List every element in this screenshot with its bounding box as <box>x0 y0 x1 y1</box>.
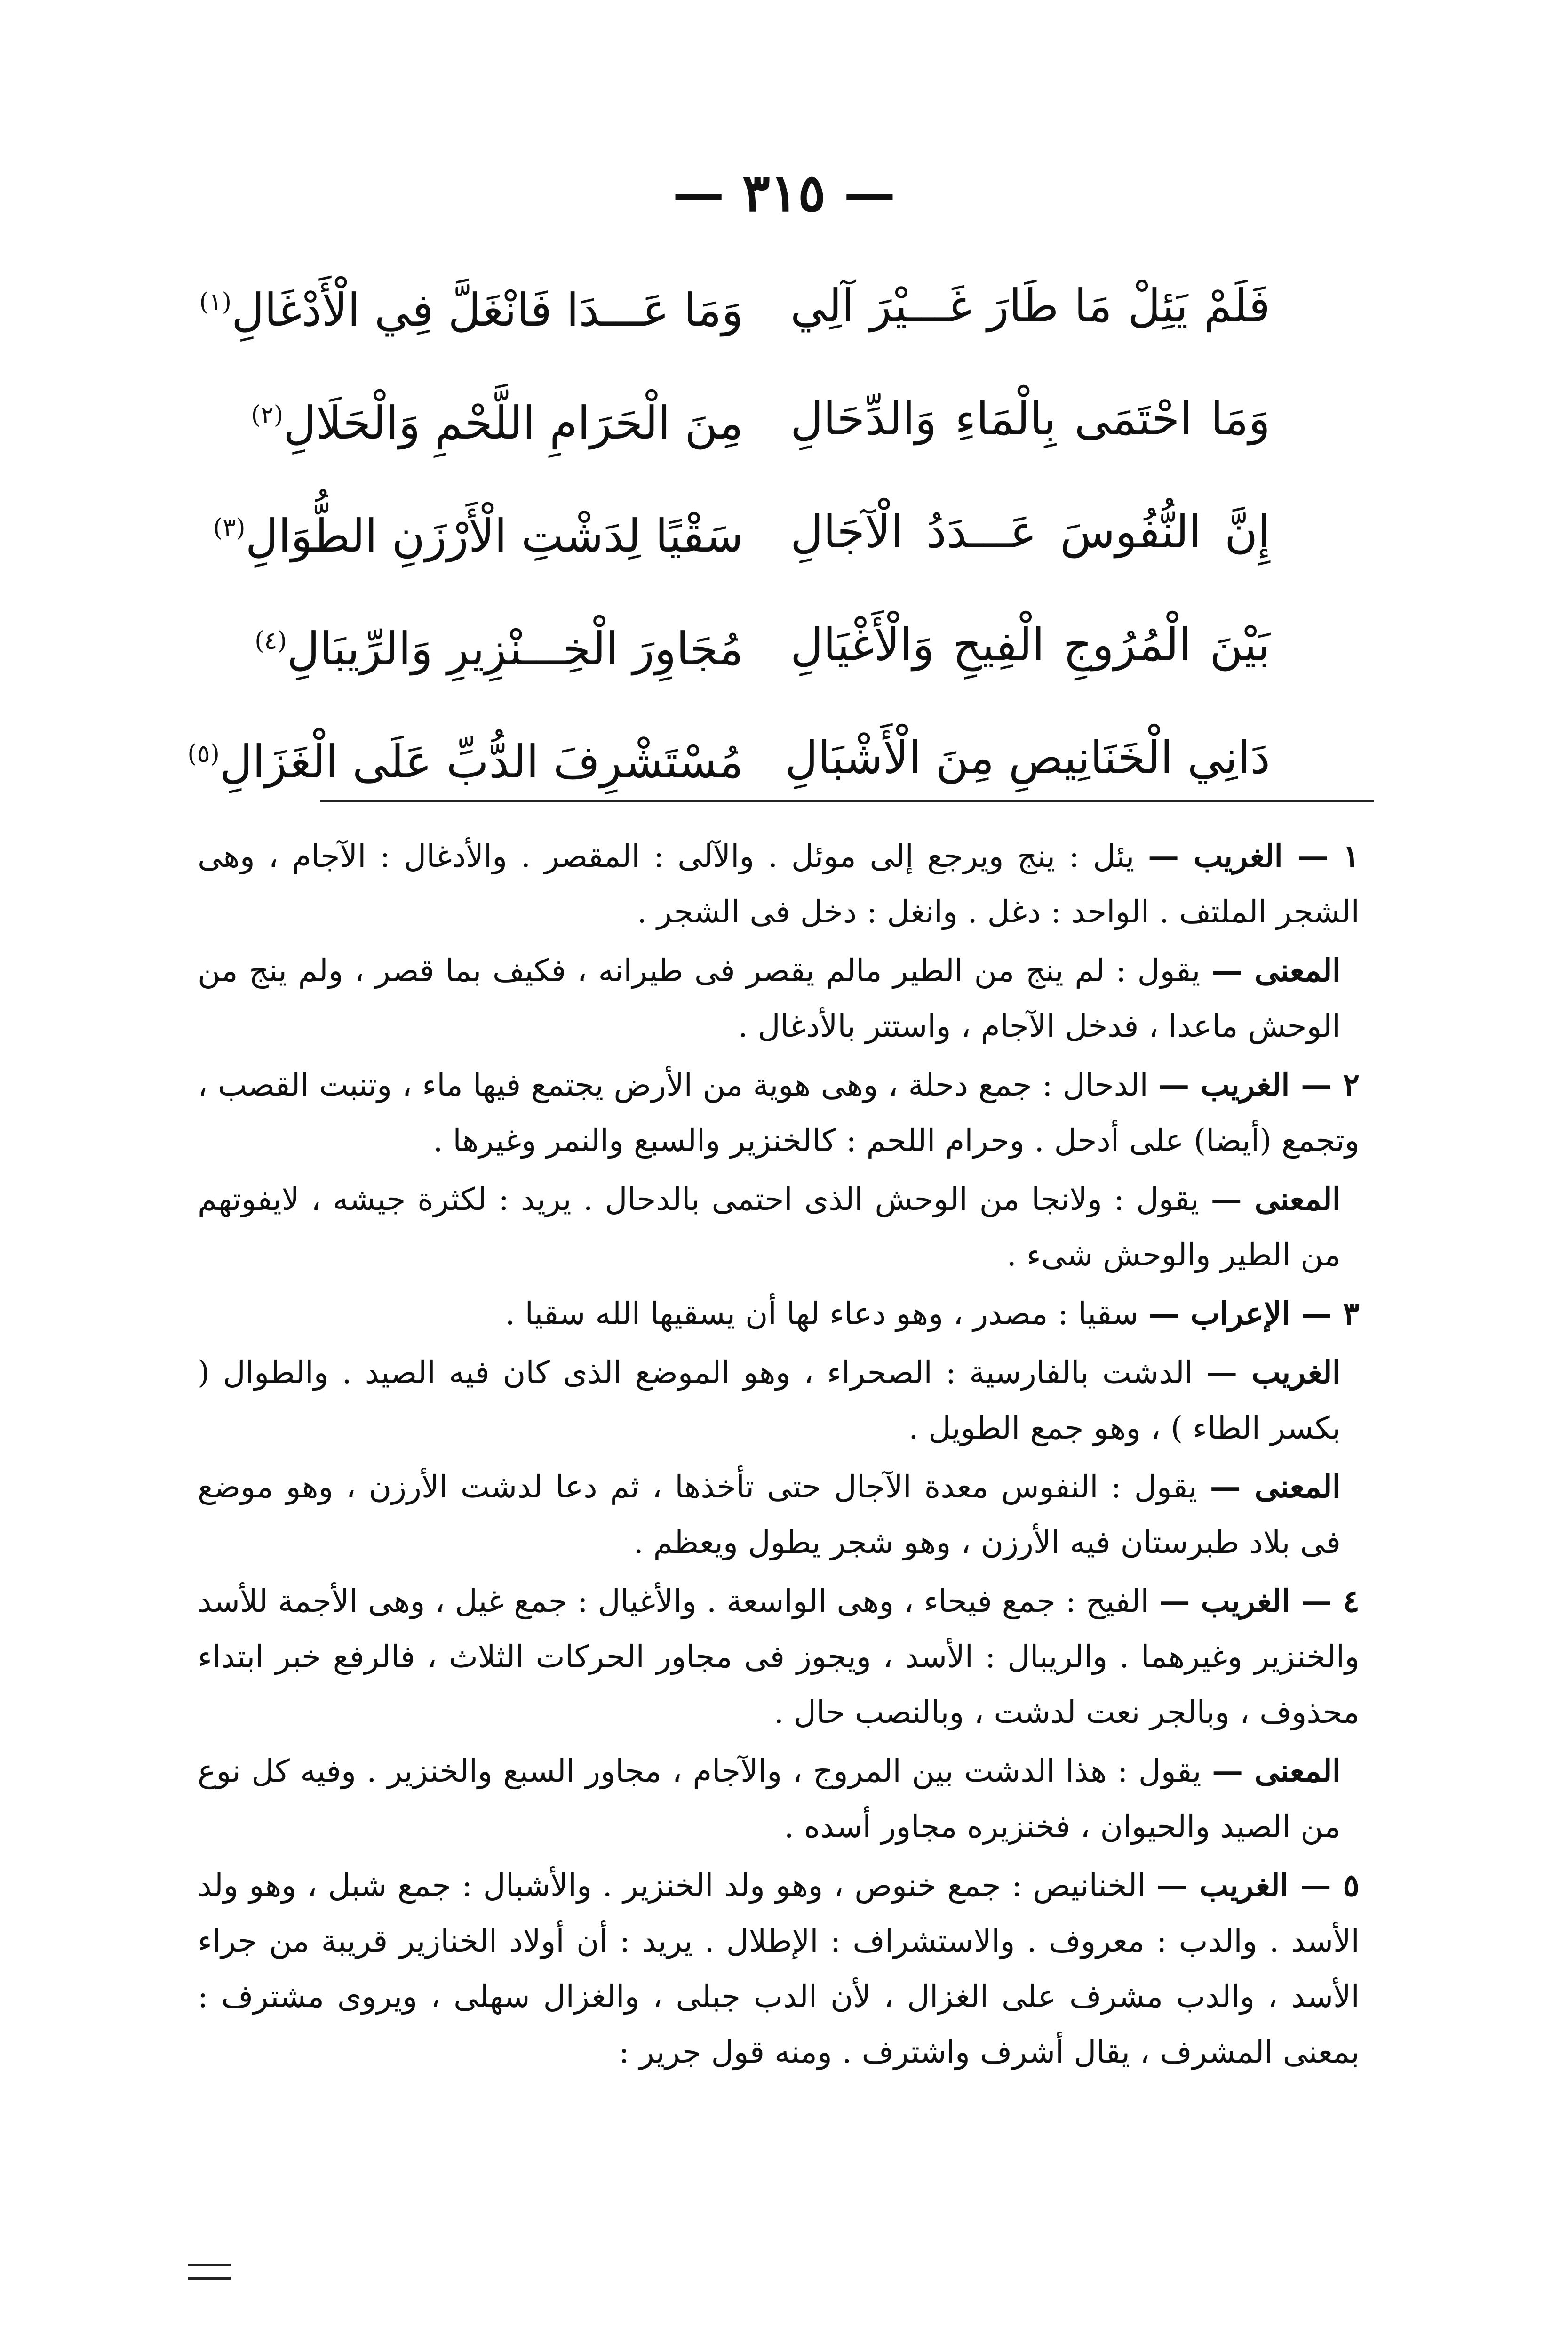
footnote-text: يقول : هذا الدشت بين المروج ، والآجام ، مجاور السبع والخنزير . وفيه كل نوع من الصيد والحيوان ، فخنزيره مجاور أسده . <box>198 1753 1341 1845</box>
footnote-text: الخنانيص : جمع خنوص ، وهو ولد الخنزير . والأشبال : جمع شبل ، وهو ولد الأسد . والدب : معروف . والاستشراف : الإطلال . يريد : أن أولاد الخنازير قريبة من جراء الأسد ، والدب مشرف على الغزال ، لأن الدب جبلى ، والغزال سهلى ، ويروى مشترف : بمعنى المشرف ، يقال أشرف واشترف . ومنه قول جرير : <box>198 1867 1360 2070</box>
verse-second-hemistich <box>199 274 743 338</box>
footnote-paragraph <box>198 943 1360 1054</box>
verse-second-hemistich <box>255 613 743 677</box>
footnote-lead: ٥ — الغريب — <box>1156 1867 1360 1904</box>
continuation-mark <box>188 2264 231 2280</box>
footnote-lead: المعنى — <box>1210 1468 1341 1505</box>
verse-second-hemistich-text: مُسْتَشْرِفَ الدُّبِّ عَلَى الْغَزَالِ <box>219 735 743 788</box>
verse-first-hemistich: فَلَمْ يَئِلْ مَا طَارَ غَـــيْرَ آلِي <box>790 280 1271 332</box>
footnote-divider <box>320 800 1374 802</box>
verse-second-hemistich-text: مِنَ الْحَرَامِ اللَّحْمِ وَالْحَلَالِ <box>283 396 743 449</box>
verse-line <box>187 701 1270 814</box>
verse-second-hemistich <box>187 726 743 790</box>
footnote-paragraph <box>198 1286 1360 1342</box>
footnote-text: سقيا : مصدر ، وهو دعاء لها أن يسقيها الله سقيا . <box>505 1296 1149 1332</box>
footnote-paragraph <box>198 1057 1360 1168</box>
footnote-lead: المعنى — <box>1211 952 1341 989</box>
footnote-paragraph <box>198 1743 1360 1855</box>
verse-second-hemistich-text: وَمَا عَـــدَا فَانْغَلَّ فِي الْأَدْغَالِ <box>231 283 743 336</box>
footnotes <box>198 828 1360 2083</box>
footnote-text: يقول : ولانجا من الوحش الذى احتمى بالدحال . يريد : لكثرة جيشه ، لايفوتهم من الطير والوحش شىء . <box>198 1181 1341 1273</box>
footnote-lead: ٣ — الإعراب — <box>1148 1295 1360 1332</box>
footnote-marker: (٢) <box>251 400 284 429</box>
footnote-marker: (٥) <box>187 739 220 768</box>
verse-first-hemistich: وَمَا احْتَمَى بِالْمَاءِ وَالدِّحَالِ <box>790 392 1270 445</box>
footnote-lead: ٢ — الغريب — <box>1158 1066 1360 1103</box>
footnote-lead: الغريب — <box>1206 1354 1341 1391</box>
verse-first-hemistich: دَانِي الْخَنَانِيصِ مِنَ الْأَشْبَالِ <box>785 731 1270 784</box>
footnote-lead: ٤ — الغريب — <box>1159 1583 1360 1619</box>
verse-second-hemistich-text: مُجَاوِرَ الْخِـــنْزِيرِ وَالرِّيبَالِ <box>287 622 743 675</box>
footnote-paragraph <box>198 1857 1360 2080</box>
footnote-marker: (١) <box>199 288 232 316</box>
footnote-text: الفيح : جمع فيحاء ، وهى الواسعة . والأغيال : جمع غيل ، وهى الأجمة للأسد والخنزير وغيرهما . والريبال : الأسد ، ويجوز فى مجاور الحركات الثلاث ، فالرفع خبر ابتداء محذوف ، وبالجر نعت لدشت ، وبالنصب حال . <box>198 1583 1360 1730</box>
footnote-text: يقول : النفوس معدة الآجال حتى تأخذها ، ثم دعا لدشت الأرزن ، وهو موضع فى بلاد طبرستان فيه الأرزن ، وهو شجر يطول ويعظم . <box>198 1469 1341 1560</box>
footnote-lead: ١ — الغريب — <box>1148 838 1360 874</box>
verse-second-hemistich <box>251 387 743 451</box>
verse-first-hemistich: إِنَّ النُّفُوسَ عَـــدَدُ الْآجَالِ <box>790 505 1270 558</box>
verse-second-hemistich <box>213 500 743 564</box>
footnote-lead: المعنى — <box>1210 1181 1341 1217</box>
footnote-marker: (٤) <box>255 626 287 655</box>
footnote-lead: المعنى — <box>1212 1752 1341 1789</box>
footnote-paragraph <box>198 1459 1360 1570</box>
footnote-paragraph <box>198 1573 1360 1740</box>
footnote-text: الدشت بالفارسية : الصحراء ، وهو الموضع الذى كان فيه الصيد . والطوال ( بكسر الطاء ) ، وهو جمع الطويل . <box>198 1354 1341 1446</box>
page-number: — ٣١٥ — <box>672 162 896 223</box>
footnote-text: الدحال : جمع دحلة ، وهى هوية من الأرض يجتمع فيها ماء ، وتنبت القصب ، وتجمع (أيضا) على أدحل . وحرام اللحم : كالخنزير والسبع والنمر وغيرها . <box>198 1067 1360 1159</box>
footnote-paragraph <box>198 1171 1360 1283</box>
footnote-paragraph <box>198 1344 1360 1456</box>
verse-line <box>213 475 1270 588</box>
footnote-text: يئل : ينج ويرجع إلى موئل . والآلى : المقصر . والأدغال : الآجام ، وهى الشجر الملتف . الواحد : دغل . وانغل : دخل فى الشجر . <box>198 838 1360 930</box>
verse-line <box>199 249 1271 362</box>
verse-first-hemistich: بَيْنَ الْمُرُوجِ الْفِيحِ وَالْأَغْيَالِ <box>790 618 1270 671</box>
footnote-marker: (٣) <box>213 513 246 542</box>
footnote-paragraph <box>198 828 1360 940</box>
verse-second-hemistich-text: سَقْيًا لِدَشْتِ الْأَرْزَنِ الطُّوَالِ <box>245 509 743 562</box>
footnote-text: يقول : لم ينج من الطير مالم يقصر فى طيرانه ، فكيف بما قصر ، ولم ينج من الوحش ماعدا ، فدخل الآجام ، واستتر بالأدغال . <box>198 952 1341 1044</box>
verse-line <box>255 588 1270 701</box>
verse-line <box>251 362 1270 475</box>
poem-verses <box>187 249 1271 814</box>
